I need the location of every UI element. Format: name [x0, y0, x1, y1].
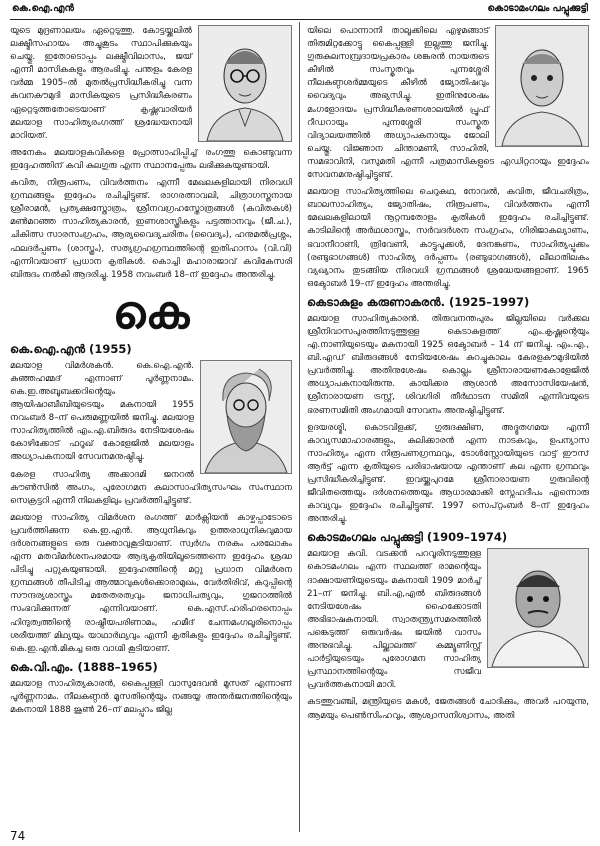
- paragraph-kedakulam-2: ഉദയരശ്മി, കൊടവിളക്ക്, ഗുരുദക്ഷിണ, അദ്ഭുതഗമയ എന്നീ കാവ്യസമാഹാരങ്ങളും, കുലിക്കാരൻ എന്ന നാടകവും, ഉപന്യാസ സാഹിത്യം എന്ന നിരൂപണഗ്രന്ഥവും, ടോൾസ്റ്റോയിയുടെ വാട്ട് ഈസ് ആർട്ട് എന്ന കൃതിയുടെ പരിഭാഷയായ എന്താണ് കല എന്ന ഗ്രന്ഥവും പ്രസിദ്ധീകരിച്ചിട്ടുണ്ട്. ഇവയ്ക്കുപുറമേ ശ്രീനാരായണ ഗുരുവിന്റെ ജീവിതത്തെയും ദർശനത്തെയും ആധാരമാക്കി സ്നേഹദീപം എന്നൊരു കാവ്യവും ഇദ്ദേഹം രചിച്ചിട്ടുണ്ട്. 1997 സെപ്റ്റംബർ 8–ന് ഇദ്ദേഹം അന്തരിച്ചു.: [307, 422, 589, 525]
- running-header-right: കൊടാമംഗലം പപ്പുക്കുട്ടി: [487, 3, 588, 14]
- entry-heading-kodamangalam: കൊടമംഗലം പപ്പുക്കുട്ടി (1909–1974): [307, 530, 508, 545]
- paragraph-kodamangalam-2: കടത്തുവഞ്ചി, മന്ത്രിയുടെ മകൾ, ജേതങ്ങൾ ചോദിക്കും, അവർ പറയുന്നു, ആമയും പെൺസിംഹവും, ആശ്വാസനിശ്വാസം, അതി: [307, 697, 589, 721]
- paragraph-ken-1: മലയാള വിമർശകൻ. കെ.ഐ.എൻ. കുഞ്ഞഹമ്മദ് എന്നാണ് പൂർണ്ണനാമം. കെ.ഇ.അബൂബക്കറിന്റെയും ആയിഷാബീബിയുടെയും മകനായി 1955 നവംബർ 8–ന് പെരുമണ്ണയിൽ ജനിച്ചു. മലയാള സാഹിത്യത്തിൽ എം.എ.ബിരുദം നേടിയശേഷം കോഴിക്കോട് ഫറൂഖ് കോളേജിൽ മലയാളം അധ്യാപകനായി സേവനമനുഷ്ഠിച്ചു.: [10, 360, 194, 463]
- paragraph-right-2: മലയാള സാഹിത്യത്തിലെ ചെറുകഥ, നോവൽ, കവിത, ജീവചരിത്രം, ബാലസാഹിത്യം, ജ്യോതിഷം, നിരൂപണം, വിവർത്തനം എന്നീ മേഖലകളിലായി നൂറ്റമ്പതോളം കൃതികൾ ഇദ്ദേഹം രചിച്ചിട്ടുണ്ട്. കാടിലിന്റെ അർഥശാസ്ത്രം, സർവദർശന സംഗ്രഹം, ഗിരിജാകല്യാണം, ഭവാനീറാണി, ത്രിവേണി, കാട്ടുപൂക്കൾ, ദേനങ്കണം, സാഹിത്യപ്പൂക്കം (രണ്ടുഭാഗങ്ങൾ) സാഹിത്യ ദർപ്പണം (രണ്ടുഭാഗങ്ങൾ), ലീലാതിലകം വ്യഖ്യാനം തുടങ്ങിയ നിരവധി ഗ്രന്ഥങ്ങൾ ശ്രദ്ധേയങ്ങളാണ്. 1965 ഒക്ടോബർ 19–ന് ഇദ്ദേഹം അന്തരിച്ചു.: [307, 187, 589, 289]
- portrait-krishna-variyar: [198, 25, 292, 142]
- section-letter: കെ: [112, 284, 190, 339]
- paragraph-left-2: അനേകം മലയാളകവികളെ പ്രോത്സാഹിപ്പിച്ച് രംഗത്തു കൊണ്ടുവന്ന ഇദ്ദേഹത്തിന് കവി കുലഗുരു എന്ന സ്ഥാനപ്പേരും ലഭിക്കുകയുണ്ടായി.: [10, 147, 292, 171]
- right-column: [307, 25, 589, 830]
- paragraph-ken-2: കേരള സാഹിത്യ അക്കാദമി ജനറൽ കൗൺസിൽ അംഗം, പുരോഗമന കലാസാഹിത്യസംഘം സംസ്ഥാന സെക്രട്ടറി എന്നീ നിലകളിലും പ്രവർത്തിച്ചിട്ടുണ്ട്.: [10, 469, 292, 506]
- paragraph-kedakulam-1: മലയാള സാഹിത്യകാരൻ. തിരുവനന്തപുരം ജില്ലയിലെ വർക്കല ശ്രീനിവാസപുരത്തിനടുത്തുള്ള കെടാകുളത്ത് എം.കൃഷ്ണന്റെയും എ.നാണിയുടെയും മകനായി 1925 ഒക്ടോബർ – 14 ന് ജനിച്ചു. എം.എ., ബി.എഡ് ബിരുദങ്ങൾ നേടിയശേഷം കുറച്ചുകാലം കേരളകൗമുദിയിൽ പ്രവർത്തിച്ചു. അതിനുശേഷം കൊല്ലം ശ്രീനാരായണകോളേജിൽ അധ്യാപകനായിരുന്നു. കായിക്കര ആശാൻ അസോസിയേഷൻ, ശ്രീനാരായണ ട്രസ്റ്റ്, ശിവഗിരി തീർഥാടന സമിതി എന്നിവയുടെ ഭരണസമിതി അംഗമായി സേവനം അനുഷ്ഠിച്ചിട്ടുണ്ട്.: [307, 313, 589, 416]
- paragraph-left-1: യുടെ മുദ്രണാലയം ഏറ്റെടുത്തു. കോട്ടയ്ക്കലിൽ ലക്ഷ്മീസഹായം അച്ചുകൂടം സ്ഥാപിക്കുകയും ചെയ്തു. ഇതോടൊപ്പം ലക്ഷ്മീവിലാസം, ജയ് എന്നീ മാസികകളും ആരംഭിച്ചു. പന്തളം കേരള വർമ്മ 1905–ൽ മുതൽപ്രസിദ്ധീകരിച്ചു വന്ന കവനകൗമുദി മാസികയുടെ പ്രസിദ്ധീകരണം ഏറ്റെടുത്തതോടെയാണ് കൃഷ്ണവാരിയർ മലയാള സാഹിത്യരംഗത്ത് ശ്രദ്ധേയനായി മാറിയത്.: [10, 26, 192, 141]
- header-rule: [10, 19, 590, 20]
- running-header-left: കെ.ഐ.എൻ: [12, 3, 75, 14]
- left-column: [10, 25, 292, 830]
- entry-heading-kedakulam: കെടാകുളം കരുണാകരൻ. (1925–1997): [307, 294, 530, 309]
- paragraph-ken-3: മലയാള സാഹിത്യ വിമർശന രംഗത്ത് മാർക്സിയൻ കാഴ്ചപ്പാടോടെ പ്രവർത്തിക്കുന്ന കെ.ഇ.എൻ. ആധുനികവും ഉത്തരാധുനികവുമായ ദർശനങ്ങളുടെ ഒരു വക്താവുകൂടിയാണ്. സ്വർഗം നരകം പരലോകം എന്ന മതവിമർശനപരമായ ആദ്യകൃതിയിലൂടെത്തന്നെ ഇദ്ദേഹം ശ്രദ്ധ പിടിച്ചു പറ്റുകയുണ്ടായി. ഇദ്ദേഹത്തിന്റെ മറ്റു പ്രധാന വിമർശന ഗ്രന്ഥങ്ങൾ തീപിടിച്ച ആത്മാവുകൾക്കൊരാമുഖം, വേർതിരിവ്, കറുപ്പിന്റെ സൗന്ദര്യശാസ്ത്രം മതേതരത്വവും ജനാധിപത്യവും, ഗുജറാത്തിൽ സംഭവിക്കുന്നത് എന്നിവയാണ്. കെ.എസ്.ഹരിഹരനൊപ്പം ഹിന്ദുത്വത്തിന്റെ രാഷ്ട്രീയപരിണാമം, ഹമീദ് ചേന്നമംഗലൂരിനൊപ്പം ശരീയത്ത് മിഥ്യയും യാഥാർഥ്യവും എന്നീ കൃതികളും ഇദ്ദേഹം രചിച്ചിട്ടുണ്ട്. കെ.ഇ.എൻ.മികച്ച ഒരു വാഗ്മി കൂടിയാണ്.: [10, 512, 292, 654]
- entry-heading-ken: കെ.ഐ.എൻ (1955): [10, 341, 132, 356]
- portrait-kodamangalam: [487, 548, 589, 668]
- portrait-ken: [200, 360, 292, 474]
- paragraph-kvm-1: മലയാള സാഹിത്യകാരൻ, കൈപ്പള്ളി വാസുദേവൻ മൂസത് എന്നാണ് പൂർണ്ണനാമം. നീലകണ്ഠൻ മൂസതിന്റെയും നങ്ങയ്യ അന്തർജനത്തിന്റെയും മകനായി 1888 ജൂൺ 26–ന് മലപ്പുറം ജില്ല: [10, 678, 292, 716]
- paragraph-kodamangalam-1: മലയാള കവി. വടക്കൻ പറവൂരിനടുത്തുള്ള കൊടമംഗലം എന്ന സ്ഥലത്ത് രാമന്റെയും ദാക്ഷായണിയുടെയും മകനായി 1909 മാർച്ച് 21–ന് ജനിച്ചു. ബി.എ,എൽ ബിരുദങ്ങൾ നേടിയശേഷം ഹൈക്കോടതി അഭിഭാഷകനായി. സ്വാതന്ത്ര്യസമരത്തിൽ പങ്കെടുത്ത് ഒരുവർഷം ജയിൽ വാസം അനുഭവിച്ചു. പില്ക്കാലത്ത് കമ്മ്യൂണിസ്റ്റ് പാർട്ടിയുടെയും പുരോഗമന സാഹിത്യ പ്രസ്ഥാനത്തിന്റെയും സജീവ പ്രവർത്തകനായി മാറി.: [307, 549, 481, 691]
- portrait-kvm: [495, 25, 589, 147]
- entry-heading-kvm: കെ.വി.എം. (1888–1965): [10, 659, 158, 674]
- page-number: 74: [10, 829, 26, 843]
- paragraph-right-1: യിലെ പൊന്നാനി താലൂക്കിലെ എഴുമങ്ങാട് തിരുമിറ്റക്കോട്ടു കൈപ്പള്ളി ഇല്ലത്തു ജനിച്ചു. ഗുരുകുലസമ്പ്രദായപ്രകാരം ശങ്കരൻ നായരുടെ കീഴിൽ സംസ്കൃതവും പുന്നശ്ശേരി നീലകണ്ഠശർമ്മയുടെ കീഴിൽ ജ്യോതിഷവും വൈദ്യവും അഭ്യസിച്ചു. ഇതിനുശേഷം മംഗളോദയം പ്രസിദ്ധീകരണശാലയിൽ പ്രൂഫ് റീഡറായും പുന്നശ്ശേരി സംസ്കൃത വിദ്യാലയത്തിൽ അധ്യാപകനായും ജോലി ചെയ്തു. വിജ്ഞാന ചിന്താമണി, സാഹിതി, സമഭാവിനി, വസുമതി എന്നീ പത്രമാസികളുടെ എഡിറ്ററായും ഇദ്ദേഹം സേവനമനുഷ്ഠിച്ചിട്ടുണ്ട്.: [307, 26, 589, 181]
- column-divider: [299, 22, 300, 832]
- paragraph-left-3: കവിത, നിരൂപണം, വിവർത്തനം എന്നീ മേഖലകളിലായി നിരവധി ഗ്രന്ഥങ്ങളും ഇദ്ദേഹം രചിച്ചിട്ടുണ്ട്. രാഗരത്നാവലി, ചിത്രാഗസ്തനായ ശ്രീരാമൻ, പ്രത്യക്ഷസ്തോത്രം, ശ്രീനവഗ്രഹസ്തോത്രങ്ങൾ (കവിതകൾ) മൺമറഞ്ഞ സാഹിത്യകാരൻ, ഇണശാസ്ത്രികളും പട്ടത്താനവും (ജീ.ച.), ചികിത്സ സാരസംഗ്രഹം, ആര്യവൈദ്യചരിതം (വൈദ്യം), ഹനുമൽപ്രശ്നം, ഫലദർപ്പണം (ശാസ്ത്രം), സത്യഗ്രഹഗ്രന്ഥത്തിന്റെ ഇതിഹാസം (വി.വി) എന്നിവയാണ് പ്രധാന കൃതികൾ. കൊച്ചി മഹാരാജാവ് കവികേസരി ബിരുദം നൽകി ആദരിച്ചു. 1958 നവംബർ 18–ന് ഇദ്ദേഹം അന്തരിച്ചു.: [10, 178, 292, 280]
